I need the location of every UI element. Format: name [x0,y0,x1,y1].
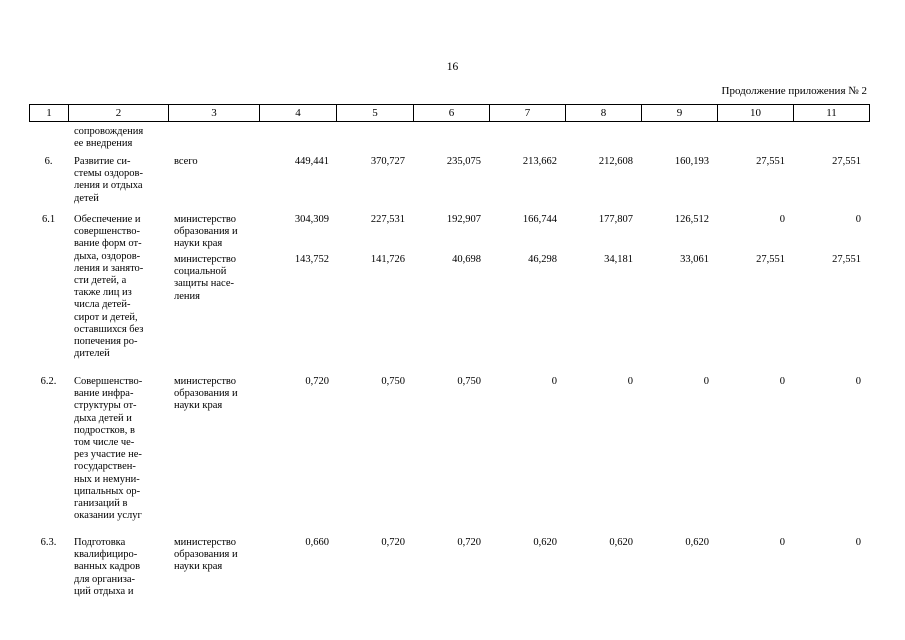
row-name-text: подростков, в [74,424,135,436]
row-name-text: ций отдыха и [74,585,134,597]
value-cell: 0,620 [685,537,709,548]
value-cell: 160,193 [674,156,709,167]
row-name-text: для организа- [74,573,136,585]
row-name-text: детей [74,192,99,204]
value-cell: 212,608 [598,156,633,167]
row-name-text: квалифициро- [74,549,138,561]
row-name-text: вание форм от- [74,238,142,250]
row-number: 6.1 [41,214,56,225]
value-cell: 34,181 [604,254,633,265]
row-name-text: вание инфра- [74,388,134,400]
row-name-text: сирот и детей, [74,311,138,323]
value-cell: 0,750 [381,376,405,387]
value-cell: 166,744 [522,214,557,225]
row-name-text: дыха, оздоров- [74,250,141,262]
row-name-text: числа детей- [74,299,131,311]
row-name-text: Обеспечение и [74,214,141,225]
executor-text: защиты насе- [174,278,235,290]
row-name-text: структуры от- [74,400,137,412]
executor-text: министерство [174,376,237,387]
row-name-text: ления и занято- [74,262,144,274]
value-cell: 0,620 [533,537,557,548]
page-number: 16 [446,61,459,73]
value-cell: 143,752 [294,254,329,265]
value-cell: 141,726 [370,254,405,265]
row-name-text: также лиц из [74,287,132,299]
value-cell: 213,662 [522,156,557,167]
value-cell: 192,907 [446,214,481,225]
executor-text: министерство [174,214,237,225]
row-name-text: попечения ро- [74,336,138,347]
value-cell: 0 [627,376,633,387]
value-cell: 0,660 [305,537,329,548]
row-name-text: оставшихся без [74,323,144,335]
value-cell: 126,512 [674,214,709,225]
value-cell: 40,698 [452,254,481,265]
value-cell: 227,531 [370,214,405,225]
row-name-text: дыха детей и [74,412,132,424]
value-cell: 0,720 [305,376,329,387]
value-cell: 370,727 [370,156,405,167]
column-header: 6 [414,105,490,122]
value-cell: 27,551 [832,254,861,265]
row-name-text: стемы оздоров- [74,168,143,180]
executor-text: ления [174,290,200,302]
row-name-text: ных и немуни- [74,473,140,485]
value-cell: 46,298 [528,254,557,265]
row-name-text: оказании услуг [74,510,142,522]
row-name-text: Подготовка [74,537,126,548]
row-name-text: рез участие не- [74,449,142,461]
continuation-caption: Продолжение приложения № 2 [721,85,867,97]
column-header-table [29,104,870,122]
row-name-text: совершенство- [74,226,140,238]
executor-text: образования и [174,226,238,238]
row-name-text: ее внедрения [74,138,133,150]
column-header: 8 [566,105,642,122]
row-name-text: Совершенство- [74,376,143,387]
executor-text: науки края [174,238,223,250]
value-cell: 0,750 [457,376,481,387]
executor-text: министерство [174,254,237,265]
row-name-text: ванных кадров [74,561,141,573]
executor-text: министерство [174,537,237,548]
column-header: 7 [490,105,566,122]
value-cell: 33,061 [680,254,709,265]
value-cell: 0 [855,537,861,548]
column-header: 10 [718,105,794,122]
value-cell: 27,551 [832,156,861,167]
executor-text: социальной [174,266,227,278]
executor-text: образования и [174,549,238,561]
row-name-text: том числе че- [74,437,135,448]
value-cell: 449,441 [294,156,329,167]
executor-text: образования и [174,388,238,400]
column-header: 4 [260,105,337,122]
column-header: 2 [69,105,169,122]
column-header: 5 [337,105,414,122]
column-header: 3 [169,105,260,122]
row-name-text: ганизаций в [74,498,128,509]
value-cell: 0,720 [457,537,481,548]
row-number: 6.3. [40,537,57,548]
value-cell: 27,551 [756,254,785,265]
value-cell: 0,620 [609,537,633,548]
executor-text: всего [174,156,198,167]
row-name-text: Развитие си- [74,156,131,167]
row-name-text: сти детей, а [74,275,127,286]
row-name-text: ципальных ор- [74,485,141,497]
column-header: 9 [642,105,718,122]
column-header: 1 [30,105,69,122]
row-number: 6.2. [40,376,57,387]
row-name-text: дителей [74,348,110,360]
row-name-text: сопровождения [74,126,144,137]
column-header: 11 [794,105,870,122]
value-cell: 0 [855,376,861,387]
executor-text: науки края [174,561,223,573]
row-name-text: государствен- [74,461,136,473]
value-cell: 304,309 [294,214,329,225]
value-cell: 0 [779,376,785,387]
value-cell: 27,551 [756,156,785,167]
value-cell: 0 [779,214,785,225]
value-cell: 0 [551,376,557,387]
value-cell: 235,075 [446,156,481,167]
value-cell: 177,807 [598,214,633,225]
value-cell: 0 [703,376,709,387]
row-name-text: ления и отдыха [74,180,143,192]
value-cell: 0,720 [381,537,405,548]
executor-text: науки края [174,400,223,412]
value-cell: 0 [779,537,785,548]
value-cell: 0 [855,214,861,225]
row-number: 6. [44,156,53,167]
